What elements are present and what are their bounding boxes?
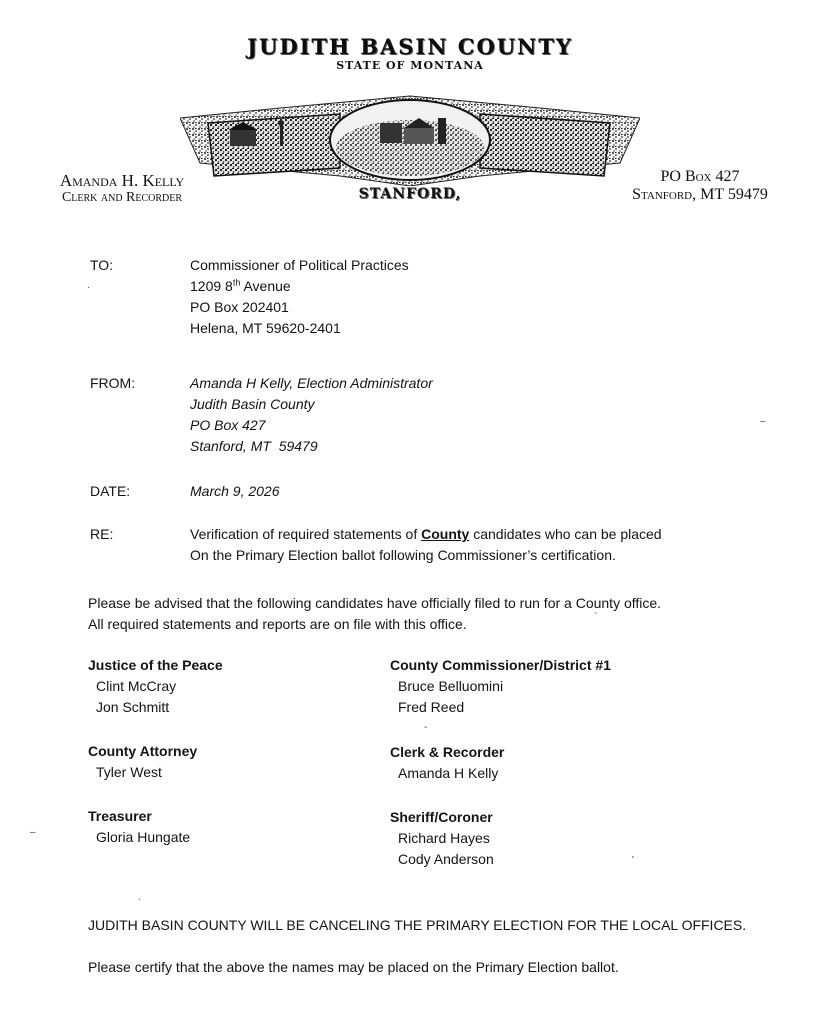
from-line-city: Stanford, MT 59479 [190, 438, 318, 454]
re-county-emphasis: County [421, 526, 470, 542]
office-heading: County Commissioner/District #1 [390, 657, 611, 673]
office-city: Stanford, MT 59479 [632, 186, 768, 203]
intro-line-1: Please be advised that the following candidates have officially filed to run for a County office. [88, 595, 662, 611]
re-text-a: Verification of required statements of [190, 526, 422, 542]
candidate-name: Richard Hayes [398, 830, 490, 846]
office-heading: Clerk & Recorder [390, 744, 505, 760]
scan-speck: · [87, 282, 91, 293]
from-line-county: Judith Basin County [190, 396, 315, 412]
candidate-name: Gloria Hungate [96, 829, 191, 845]
office-heading: Treasurer [88, 808, 152, 824]
scan-speck: ` [594, 612, 598, 623]
city-banner: STANFORD, [358, 186, 462, 202]
to-line-street [190, 276, 409, 297]
candidate-name: Fred Reed [398, 699, 465, 715]
scan-speck: – [760, 416, 766, 427]
re-line-2: On the Primary Election ballot following Commissioner’s certification. [190, 547, 616, 563]
candidate-name: Jon Schmitt [96, 699, 170, 715]
office-heading: Sheriff/Coroner [390, 809, 493, 825]
clerk-title: Clerk and Recorder [61, 190, 183, 205]
candidate-name: Tyler West [96, 764, 162, 780]
to-address [190, 255, 409, 339]
office-group-attorney [88, 741, 368, 783]
intro-paragraph [88, 593, 788, 635]
closing-request: Please certify that the above the names may be placed on the Primary Election ballot. [88, 959, 619, 975]
candidate-name: Clint McCray [96, 678, 177, 694]
state-subtitle: STATE OF MONTANA [336, 59, 484, 72]
sender-block [22, 172, 222, 206]
cancellation-notice: JUDITH BASIN COUNTY WILL BE CANCELING THE PRIMARY ELECTION FOR THE LOCAL OFFICES. [88, 917, 747, 933]
re-line-1 [190, 524, 750, 545]
scan-speck: – [30, 827, 36, 838]
to-line-pobox: PO Box 202401 [190, 299, 289, 315]
scan-speck: ' [632, 855, 634, 866]
from-line-sender: Amanda H Kelly, Election Administrator [190, 375, 433, 391]
candidate-name: Amanda H Kelly [398, 765, 499, 781]
from-label: FROM: [90, 375, 136, 391]
to-line-recipient: Commissioner of Political Practices [190, 257, 409, 273]
intro-line-2: All required statements and reports are on file with this office. [88, 616, 467, 632]
clerk-name: Amanda H. Kelly [59, 171, 185, 190]
office-address-block [605, 168, 795, 204]
office-group-commissioner [390, 655, 720, 718]
county-seal-illustration [180, 68, 640, 186]
ordinal-suffix: th [232, 277, 241, 288]
office-group-justice [88, 655, 368, 718]
scan-speck: ` [138, 898, 142, 909]
candidate-name: Cody Anderson [398, 851, 494, 867]
office-heading: County Attorney [88, 743, 198, 759]
date-value: March 9, 2026 [190, 483, 280, 499]
to-line-city: Helena, MT 59620-2401 [190, 320, 341, 336]
from-line-pobox: PO Box 427 [190, 417, 266, 433]
candidate-name: Bruce Belluomini [398, 678, 504, 694]
re-subject [190, 524, 750, 566]
street-name: Avenue [240, 278, 291, 294]
from-address [190, 373, 433, 457]
street-number: 1209 8 [190, 278, 233, 294]
to-label: TO: [90, 257, 114, 273]
office-group-treasurer [88, 806, 368, 848]
office-po-box: PO Box 427 [660, 168, 740, 185]
office-group-sheriff [390, 807, 720, 870]
re-label: RE: [90, 526, 114, 542]
county-title: JUDITH BASIN COUNTY [247, 34, 573, 59]
office-group-clerk [390, 742, 720, 784]
date-label: DATE: [90, 483, 131, 499]
office-heading: Justice of the Peace [88, 657, 223, 673]
re-text-c: candidates who can be placed [469, 526, 662, 542]
scan-speck: - [424, 722, 428, 733]
